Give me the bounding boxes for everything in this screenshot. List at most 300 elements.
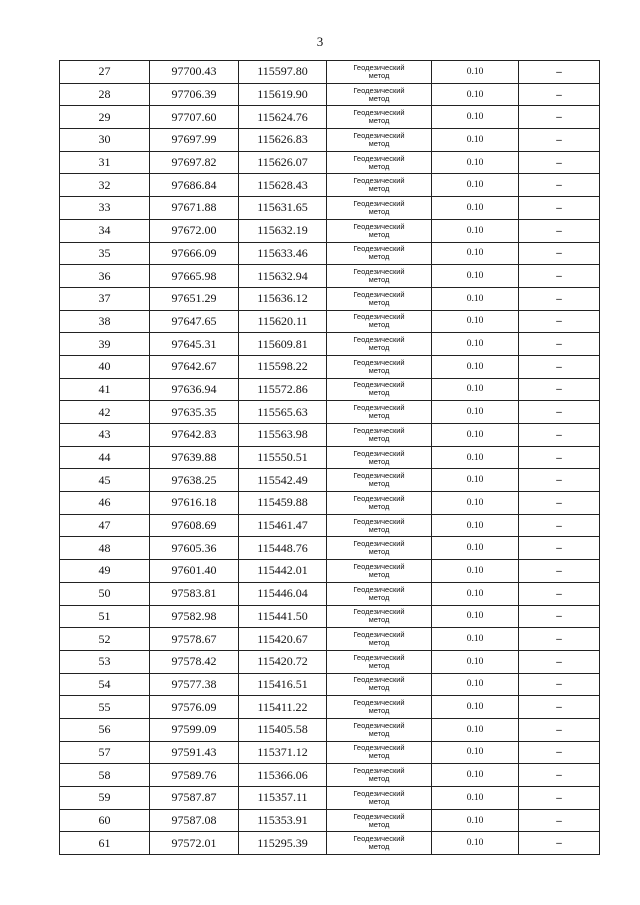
method-cell [327, 61, 432, 84]
x-coordinate-cell: 97645.31 [150, 333, 239, 356]
note-cell: – [519, 809, 600, 832]
y-coordinate-cell: 115411.22 [239, 696, 327, 719]
method-label-line1: Геодезический [353, 176, 405, 186]
method-label-line1: Геодезический [353, 62, 405, 72]
table-row [60, 514, 600, 537]
method-label-line2: метод [368, 206, 390, 216]
note-cell: – [519, 582, 600, 605]
x-coordinate-cell: 97647.65 [150, 310, 239, 333]
point-number-cell: 29 [60, 106, 150, 129]
note-cell: – [519, 265, 600, 288]
table-row [60, 696, 600, 719]
method-label-line1: Геодезический [353, 312, 405, 322]
point-number-cell: 58 [60, 764, 150, 787]
method-label-line1: Геодезический [353, 198, 405, 208]
point-number-cell: 28 [60, 83, 150, 106]
accuracy-cell: 0.10 [432, 219, 519, 242]
method-cell [327, 696, 432, 719]
table-row [60, 333, 600, 356]
note-cell: – [519, 83, 600, 106]
note-cell: – [519, 287, 600, 310]
method-cell [327, 832, 432, 855]
table-row [60, 537, 600, 560]
method-label-line2: метод [368, 706, 390, 716]
table-row [60, 197, 600, 220]
y-coordinate-cell: 115609.81 [239, 333, 327, 356]
method-cell [327, 197, 432, 220]
y-coordinate-cell: 115542.49 [239, 469, 327, 492]
accuracy-cell: 0.10 [432, 741, 519, 764]
point-number-cell: 40 [60, 355, 150, 378]
y-coordinate-cell: 115632.19 [239, 219, 327, 242]
note-cell: – [519, 333, 600, 356]
y-coordinate-cell: 115448.76 [239, 537, 327, 560]
point-number-cell: 61 [60, 832, 150, 855]
x-coordinate-cell: 97587.87 [150, 787, 239, 810]
point-number-cell: 39 [60, 333, 150, 356]
note-cell: – [519, 673, 600, 696]
method-label-line2: метод [368, 456, 390, 466]
y-coordinate-cell: 115366.06 [239, 764, 327, 787]
method-label-line1: Геодезический [353, 448, 405, 458]
x-coordinate-cell: 97665.98 [150, 265, 239, 288]
method-cell [327, 129, 432, 152]
table-row [60, 605, 600, 628]
point-number-cell: 38 [60, 310, 150, 333]
method-label-line2: метод [368, 569, 390, 579]
method-label-line2: метод [368, 93, 390, 103]
note-cell: – [519, 605, 600, 628]
accuracy-cell: 0.10 [432, 514, 519, 537]
note-cell: – [519, 787, 600, 810]
table-row [60, 582, 600, 605]
method-cell [327, 287, 432, 310]
coordinates-table [59, 60, 600, 855]
y-coordinate-cell: 115442.01 [239, 560, 327, 583]
y-coordinate-cell: 115459.88 [239, 492, 327, 515]
table-row [60, 718, 600, 741]
method-label-line1: Геодезический [353, 788, 405, 798]
point-number-cell: 50 [60, 582, 150, 605]
accuracy-cell: 0.10 [432, 628, 519, 651]
point-number-cell: 53 [60, 650, 150, 673]
y-coordinate-cell: 115405.58 [239, 718, 327, 741]
point-number-cell: 34 [60, 219, 150, 242]
table-row [60, 424, 600, 447]
point-number-cell: 41 [60, 378, 150, 401]
method-label-line1: Геодезический [353, 766, 405, 776]
note-cell: – [519, 650, 600, 673]
x-coordinate-cell: 97587.08 [150, 809, 239, 832]
table-row [60, 764, 600, 787]
method-cell [327, 469, 432, 492]
point-number-cell: 46 [60, 492, 150, 515]
method-label-line2: метод [368, 275, 390, 285]
method-label-line1: Геодезический [353, 584, 405, 594]
method-label-line1: Геодезический [353, 403, 405, 413]
point-number-cell: 51 [60, 605, 150, 628]
method-label-line2: метод [368, 615, 390, 625]
method-label-line1: Геодезический [353, 425, 405, 435]
point-number-cell: 43 [60, 424, 150, 447]
y-coordinate-cell: 115620.11 [239, 310, 327, 333]
method-label-line1: Геодезический [353, 698, 405, 708]
method-label-line2: метод [368, 683, 390, 693]
x-coordinate-cell: 97642.67 [150, 355, 239, 378]
accuracy-cell: 0.10 [432, 401, 519, 424]
note-cell: – [519, 514, 600, 537]
y-coordinate-cell: 115598.22 [239, 355, 327, 378]
accuracy-cell: 0.10 [432, 809, 519, 832]
method-cell [327, 605, 432, 628]
method-label-line2: метод [368, 297, 390, 307]
method-label-line1: Геодезический [353, 335, 405, 345]
table-row [60, 83, 600, 106]
point-number-cell: 42 [60, 401, 150, 424]
table-row [60, 310, 600, 333]
x-coordinate-cell: 97638.25 [150, 469, 239, 492]
point-number-cell: 55 [60, 696, 150, 719]
table-row [60, 741, 600, 764]
method-label-line1: Геодезический [353, 720, 405, 730]
table-row [60, 242, 600, 265]
note-cell: – [519, 832, 600, 855]
y-coordinate-cell: 115371.12 [239, 741, 327, 764]
point-number-cell: 60 [60, 809, 150, 832]
method-label-line2: метод [368, 796, 390, 806]
y-coordinate-cell: 115631.65 [239, 197, 327, 220]
method-label-line1: Геодезический [353, 743, 405, 753]
method-label-line1: Геодезический [353, 652, 405, 662]
method-label-line1: Геодезический [353, 153, 405, 163]
table-row [60, 61, 600, 84]
x-coordinate-cell: 97686.84 [150, 174, 239, 197]
accuracy-cell: 0.10 [432, 265, 519, 288]
y-coordinate-cell: 115550.51 [239, 446, 327, 469]
table-row [60, 787, 600, 810]
method-label-line1: Геодезический [353, 675, 405, 685]
method-label-line2: метод [368, 365, 390, 375]
accuracy-cell: 0.10 [432, 718, 519, 741]
x-coordinate-cell: 97697.99 [150, 129, 239, 152]
method-cell [327, 446, 432, 469]
method-label-line1: Геодезический [353, 221, 405, 231]
method-cell [327, 265, 432, 288]
x-coordinate-cell: 97572.01 [150, 832, 239, 855]
accuracy-cell: 0.10 [432, 287, 519, 310]
x-coordinate-cell: 97608.69 [150, 514, 239, 537]
table-row [60, 151, 600, 174]
method-label-line2: метод [368, 819, 390, 829]
point-number-cell: 59 [60, 787, 150, 810]
method-label-line2: метод [368, 433, 390, 443]
x-coordinate-cell: 97576.09 [150, 696, 239, 719]
accuracy-cell: 0.10 [432, 764, 519, 787]
method-label-line1: Геодезический [353, 380, 405, 390]
method-label-line1: Геодезический [353, 561, 405, 571]
x-coordinate-cell: 97578.67 [150, 628, 239, 651]
point-number-cell: 57 [60, 741, 150, 764]
note-cell: – [519, 696, 600, 719]
method-cell [327, 514, 432, 537]
note-cell: – [519, 378, 600, 401]
note-cell: – [519, 355, 600, 378]
accuracy-cell: 0.10 [432, 355, 519, 378]
note-cell: – [519, 718, 600, 741]
table-row [60, 106, 600, 129]
coordinates-table-body [60, 61, 600, 855]
table-row [60, 219, 600, 242]
note-cell: – [519, 469, 600, 492]
x-coordinate-cell: 97666.09 [150, 242, 239, 265]
method-cell [327, 741, 432, 764]
x-coordinate-cell: 97706.39 [150, 83, 239, 106]
accuracy-cell: 0.10 [432, 197, 519, 220]
accuracy-cell: 0.10 [432, 378, 519, 401]
method-cell [327, 106, 432, 129]
method-cell [327, 537, 432, 560]
table-row [60, 265, 600, 288]
table-row [60, 650, 600, 673]
y-coordinate-cell: 115353.91 [239, 809, 327, 832]
accuracy-cell: 0.10 [432, 673, 519, 696]
x-coordinate-cell: 97591.43 [150, 741, 239, 764]
y-coordinate-cell: 115633.46 [239, 242, 327, 265]
accuracy-cell: 0.10 [432, 174, 519, 197]
method-cell [327, 242, 432, 265]
x-coordinate-cell: 97671.88 [150, 197, 239, 220]
table-row [60, 446, 600, 469]
point-number-cell: 54 [60, 673, 150, 696]
accuracy-cell: 0.10 [432, 446, 519, 469]
method-cell [327, 673, 432, 696]
table-row [60, 287, 600, 310]
note-cell: – [519, 129, 600, 152]
point-number-cell: 32 [60, 174, 150, 197]
method-cell [327, 809, 432, 832]
accuracy-cell: 0.10 [432, 832, 519, 855]
accuracy-cell: 0.10 [432, 537, 519, 560]
method-label-line1: Геодезический [353, 85, 405, 95]
table-row [60, 401, 600, 424]
point-number-cell: 31 [60, 151, 150, 174]
y-coordinate-cell: 115565.63 [239, 401, 327, 424]
method-cell [327, 378, 432, 401]
x-coordinate-cell: 97700.43 [150, 61, 239, 84]
y-coordinate-cell: 115461.47 [239, 514, 327, 537]
y-coordinate-cell: 115446.04 [239, 582, 327, 605]
method-label-line1: Геодезический [353, 289, 405, 299]
y-coordinate-cell: 115420.67 [239, 628, 327, 651]
note-cell: – [519, 174, 600, 197]
y-coordinate-cell: 115636.12 [239, 287, 327, 310]
accuracy-cell: 0.10 [432, 83, 519, 106]
table-row [60, 378, 600, 401]
y-coordinate-cell: 115441.50 [239, 605, 327, 628]
method-label-line2: метод [368, 388, 390, 398]
table-row [60, 809, 600, 832]
accuracy-cell: 0.10 [432, 333, 519, 356]
method-label-line2: метод [368, 592, 390, 602]
x-coordinate-cell: 97589.76 [150, 764, 239, 787]
y-coordinate-cell: 115597.80 [239, 61, 327, 84]
y-coordinate-cell: 115619.90 [239, 83, 327, 106]
accuracy-cell: 0.10 [432, 696, 519, 719]
accuracy-cell: 0.10 [432, 242, 519, 265]
x-coordinate-cell: 97635.35 [150, 401, 239, 424]
method-label-line2: метод [368, 842, 390, 852]
method-cell [327, 764, 432, 787]
x-coordinate-cell: 97697.82 [150, 151, 239, 174]
method-cell [327, 787, 432, 810]
x-coordinate-cell: 97578.42 [150, 650, 239, 673]
x-coordinate-cell: 97599.09 [150, 718, 239, 741]
accuracy-cell: 0.10 [432, 469, 519, 492]
y-coordinate-cell: 115624.76 [239, 106, 327, 129]
point-number-cell: 27 [60, 61, 150, 84]
note-cell: – [519, 741, 600, 764]
point-number-cell: 30 [60, 129, 150, 152]
method-cell [327, 401, 432, 424]
method-label-line2: метод [368, 524, 390, 534]
method-label-line1: Геодезический [353, 630, 405, 640]
method-label-line2: метод [368, 138, 390, 148]
accuracy-cell: 0.10 [432, 560, 519, 583]
point-number-cell: 47 [60, 514, 150, 537]
x-coordinate-cell: 97642.83 [150, 424, 239, 447]
y-coordinate-cell: 115357.11 [239, 787, 327, 810]
y-coordinate-cell: 115572.86 [239, 378, 327, 401]
method-label-line2: метод [368, 70, 390, 80]
method-label-line2: метод [368, 320, 390, 330]
point-number-cell: 44 [60, 446, 150, 469]
method-label-line2: метод [368, 184, 390, 194]
note-cell: – [519, 197, 600, 220]
y-coordinate-cell: 115416.51 [239, 673, 327, 696]
method-label-line1: Геодезический [353, 471, 405, 481]
y-coordinate-cell: 115628.43 [239, 174, 327, 197]
table-row [60, 560, 600, 583]
page-number: 3 [316, 34, 324, 49]
method-label-line2: метод [368, 728, 390, 738]
method-cell [327, 151, 432, 174]
table-row [60, 355, 600, 378]
point-number-cell: 35 [60, 242, 150, 265]
x-coordinate-cell: 97583.81 [150, 582, 239, 605]
method-cell [327, 355, 432, 378]
y-coordinate-cell: 115632.94 [239, 265, 327, 288]
x-coordinate-cell: 97651.29 [150, 287, 239, 310]
note-cell: – [519, 492, 600, 515]
method-label-line2: метод [368, 161, 390, 171]
x-coordinate-cell: 97636.94 [150, 378, 239, 401]
note-cell: – [519, 61, 600, 84]
point-number-cell: 49 [60, 560, 150, 583]
method-cell [327, 718, 432, 741]
note-cell: – [519, 424, 600, 447]
accuracy-cell: 0.10 [432, 61, 519, 84]
note-cell: – [519, 764, 600, 787]
method-label-line1: Геодезический [353, 607, 405, 617]
method-cell [327, 333, 432, 356]
method-label-line2: метод [368, 343, 390, 353]
point-number-cell: 52 [60, 628, 150, 651]
method-label-line2: метод [368, 501, 390, 511]
table-row [60, 492, 600, 515]
point-number-cell: 45 [60, 469, 150, 492]
method-label-line2: метод [368, 751, 390, 761]
y-coordinate-cell: 115626.83 [239, 129, 327, 152]
y-coordinate-cell: 115420.72 [239, 650, 327, 673]
x-coordinate-cell: 97707.60 [150, 106, 239, 129]
x-coordinate-cell: 97672.00 [150, 219, 239, 242]
x-coordinate-cell: 97601.40 [150, 560, 239, 583]
accuracy-cell: 0.10 [432, 492, 519, 515]
x-coordinate-cell: 97605.36 [150, 537, 239, 560]
note-cell: – [519, 560, 600, 583]
accuracy-cell: 0.10 [432, 424, 519, 447]
method-label-line1: Геодезический [353, 516, 405, 526]
accuracy-cell: 0.10 [432, 605, 519, 628]
note-cell: – [519, 628, 600, 651]
y-coordinate-cell: 115626.07 [239, 151, 327, 174]
x-coordinate-cell: 97639.88 [150, 446, 239, 469]
method-cell [327, 83, 432, 106]
method-label-line1: Геодезический [353, 130, 405, 140]
x-coordinate-cell: 97582.98 [150, 605, 239, 628]
accuracy-cell: 0.10 [432, 310, 519, 333]
accuracy-cell: 0.10 [432, 582, 519, 605]
accuracy-cell: 0.10 [432, 106, 519, 129]
accuracy-cell: 0.10 [432, 151, 519, 174]
method-label-line2: метод [368, 547, 390, 557]
note-cell: – [519, 219, 600, 242]
note-cell: – [519, 310, 600, 333]
accuracy-cell: 0.10 [432, 787, 519, 810]
method-label-line2: метод [368, 252, 390, 262]
x-coordinate-cell: 97616.18 [150, 492, 239, 515]
table-row [60, 174, 600, 197]
method-label-line1: Геодезический [353, 244, 405, 254]
point-number-cell: 37 [60, 287, 150, 310]
method-label-line2: метод [368, 411, 390, 421]
method-cell [327, 628, 432, 651]
note-cell: – [519, 537, 600, 560]
method-label-line2: метод [368, 660, 390, 670]
method-cell [327, 219, 432, 242]
method-cell [327, 424, 432, 447]
method-label-line2: метод [368, 774, 390, 784]
method-label-line2: метод [368, 638, 390, 648]
point-number-cell: 48 [60, 537, 150, 560]
table-row [60, 628, 600, 651]
x-coordinate-cell: 97577.38 [150, 673, 239, 696]
method-label-line1: Геодезический [353, 108, 405, 118]
point-number-cell: 36 [60, 265, 150, 288]
table-row [60, 832, 600, 855]
method-label-line2: метод [368, 116, 390, 126]
y-coordinate-cell: 115295.39 [239, 832, 327, 855]
y-coordinate-cell: 115563.98 [239, 424, 327, 447]
method-label-line1: Геодезический [353, 811, 405, 821]
method-label-line2: метод [368, 229, 390, 239]
note-cell: – [519, 401, 600, 424]
note-cell: – [519, 151, 600, 174]
method-label-line1: Геодезический [353, 493, 405, 503]
accuracy-cell: 0.10 [432, 650, 519, 673]
method-cell [327, 310, 432, 333]
note-cell: – [519, 446, 600, 469]
